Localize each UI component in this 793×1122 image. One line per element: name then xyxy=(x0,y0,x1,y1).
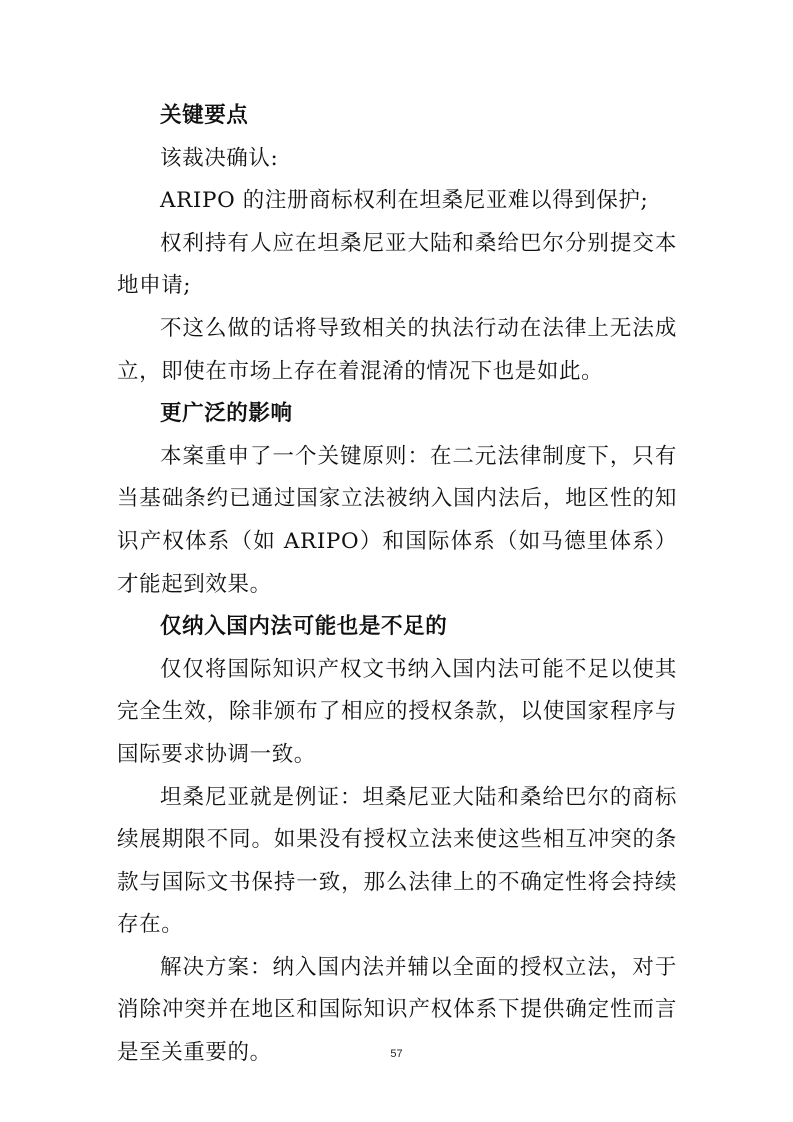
key-points-heading: 关键要点 xyxy=(160,103,249,128)
paragraph: 仅仅将国际知识产权文书纳入国内法可能不足以使其完全生效，除非颁布了相应的授权条款，以使国家程序与国际要求协调一致。 xyxy=(117,656,677,767)
domestication-heading: 仅纳入国内法可能也是不足的 xyxy=(160,614,448,640)
paragraph: 坦桑尼亚就是例证：坦桑尼亚大陆和桑给巴尔的商标续展期限不同。如果没有授权立法来使这些相互冲突的条款与国际文书保持一致，那么法律上的不确定性将会持续存在。 xyxy=(117,784,677,938)
page-content xyxy=(117,95,677,1075)
paragraph: 不这么做的话将导致相关的执法行动在法律上无法成立，即使在市场上存在着混淆的情况下也是如此。 xyxy=(117,315,677,384)
paragraph: 本案重申了一个关键原则：在二元法律制度下，只有当基础条约已通过国家立法被纳入国内法后，地区性的知识产权体系（如 ARIPO）和国际体系（如马德里体系）才能起到效果。 xyxy=(117,443,677,597)
page-number: 57 xyxy=(390,1048,403,1060)
paragraph: ARIPO 的注册商标权利在坦桑尼亚难以得到保护; xyxy=(160,188,649,214)
impact-heading: 更广泛的影响 xyxy=(160,401,293,427)
paragraph: 解决方案：纳入国内法并辅以全面的授权立法，对于消除冲突并在地区和国际知识产权体系下提供确定性而言是至关重要的。 xyxy=(117,954,677,1066)
paragraph: 该裁决确认: xyxy=(160,145,279,171)
paragraph: 权利持有人应在坦桑尼亚大陆和桑给巴尔分别提交本地申请; xyxy=(117,230,677,299)
